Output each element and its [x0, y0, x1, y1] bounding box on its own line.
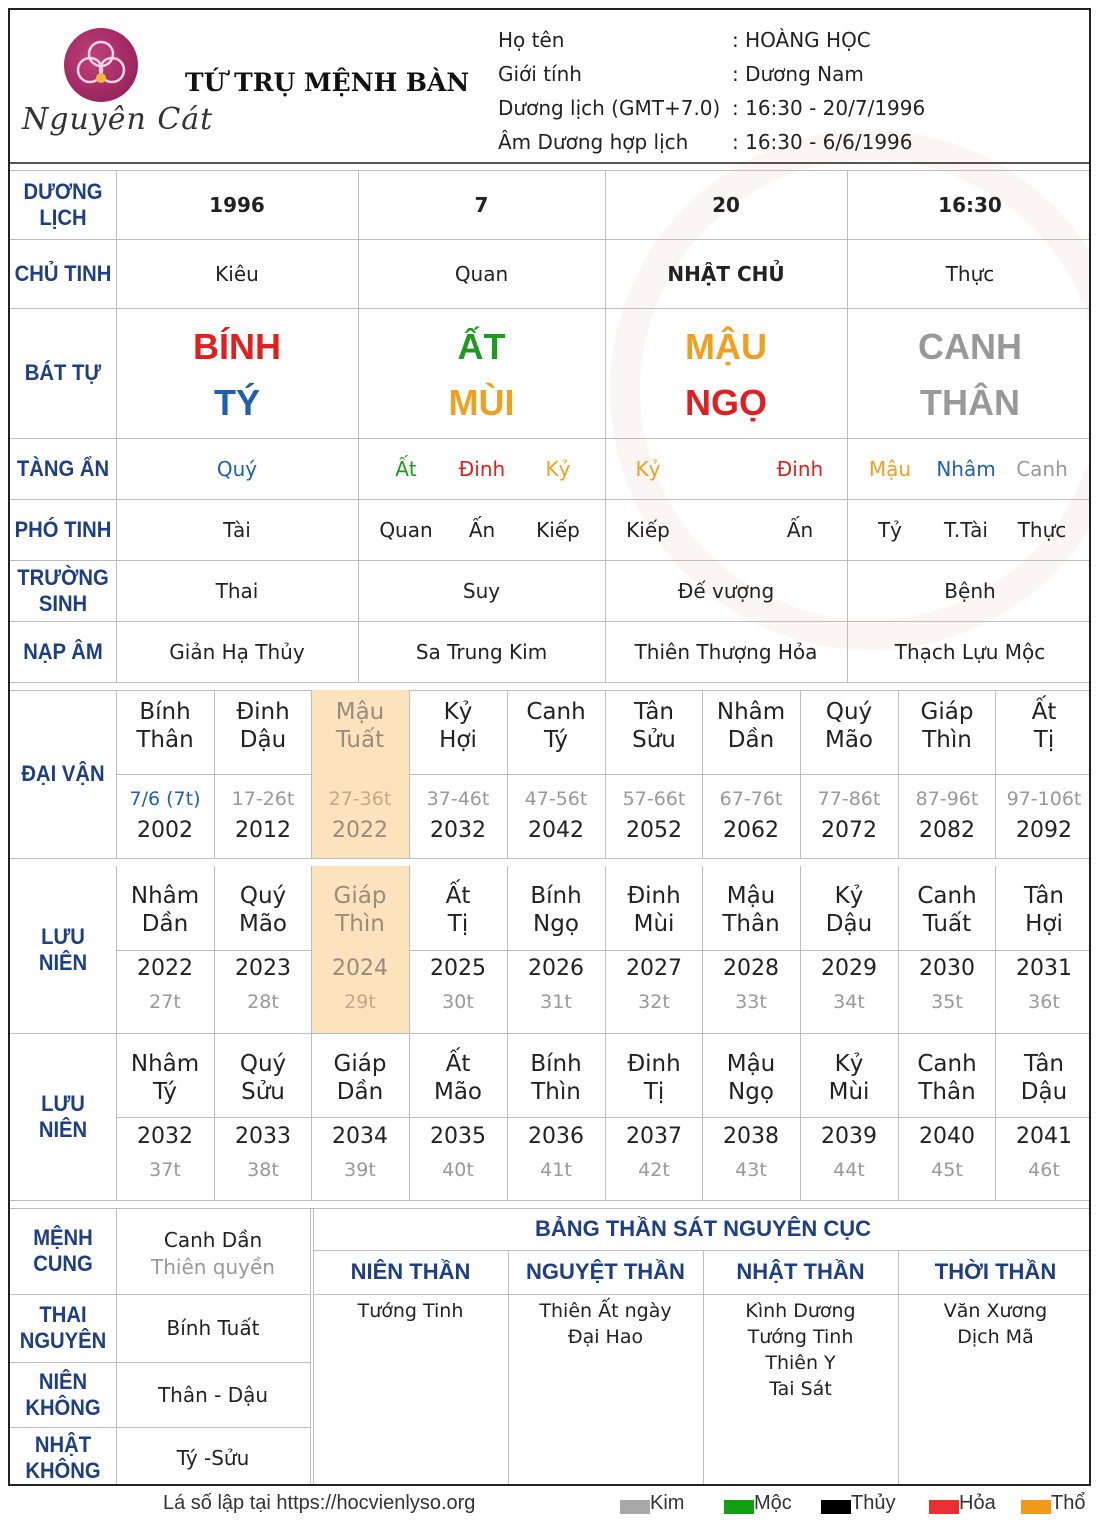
cycle-stem: Quý: [239, 883, 287, 909]
source-link[interactable]: Lá số lập tại https://hocvienlyso.org: [163, 1492, 476, 1514]
cycle-stem: Mậu: [335, 699, 385, 725]
info-value-name: : HOÀNG HỌC: [732, 28, 871, 52]
cycle-age: 42t: [638, 1159, 670, 1181]
legend-label-moc: Mộc: [754, 1492, 792, 1514]
pho-tinh-month-3: Kiếp: [536, 517, 580, 542]
cycle-year: 2028: [723, 955, 779, 981]
than-sat-head-thoi: THỜI THẦN: [934, 1259, 1057, 1284]
cycle-branch: Thân: [136, 727, 194, 753]
cycle-year: 2023: [235, 955, 291, 981]
chi-day: NGỌ: [684, 382, 767, 423]
tang-an-day-1: Kỷ: [635, 456, 661, 481]
than-sat-item: Thiên Ất ngày: [539, 1300, 672, 1322]
cycle-year: 2036: [528, 1123, 584, 1149]
label-pho-tinh: PHÓ TINH: [14, 516, 112, 542]
nien-khong-value: Thân - Dậu: [157, 1382, 269, 1407]
cycle-age: 31t: [540, 991, 572, 1013]
cycle-stem: Kỷ: [834, 883, 864, 909]
than-sat-list-nien: [313, 1298, 508, 1324]
cycle-stem: Kỷ: [443, 699, 473, 725]
cycle-year: 2033: [235, 1123, 291, 1149]
cycle-stem: Nhâm: [130, 883, 200, 909]
grid-line: [10, 690, 1091, 691]
cycle-stem: Nhâm: [130, 1051, 200, 1077]
cycle-stem: Tân: [1023, 883, 1065, 909]
grid-line: [116, 1117, 1091, 1118]
cycle-year: 2035: [430, 1123, 486, 1149]
than-sat-item: Tướng Tinh: [747, 1326, 854, 1348]
cycle-branch: Thìn: [922, 727, 972, 753]
than-sat-head-nien: NIÊN THẦN: [350, 1259, 471, 1284]
than-sat-item: Thiên Y: [765, 1352, 836, 1374]
cycle-age: 41t: [540, 1159, 572, 1181]
label-duong-lich: DƯƠNG LỊCH: [23, 178, 103, 230]
solar-month: 7: [474, 192, 489, 217]
cycle-year: 2038: [723, 1123, 779, 1149]
cycle-branch: Mùi: [633, 911, 675, 937]
pho-tinh-hour-2: T.Tài: [944, 517, 988, 542]
label-nien-khong: NIÊN KHÔNG: [25, 1368, 101, 1420]
cycle-stem: Tân: [633, 699, 675, 725]
chart-sheet: [8, 8, 1091, 1486]
cycle-year: 2092: [1016, 817, 1072, 843]
cycle-year: 2022: [137, 955, 193, 981]
cycle-stem: Mậu: [726, 1051, 776, 1077]
grid-line: [10, 1033, 1091, 1034]
cycle-branch: Ngọ: [533, 911, 579, 937]
tang-an-day-2: Đinh: [776, 456, 824, 481]
pho-tinh-hour-1: Tỷ: [877, 517, 903, 542]
chu-tinh-hour: Thực: [945, 261, 995, 286]
nhat-khong-value: Tý -Sửu: [176, 1445, 250, 1470]
cycle-stem: Bính: [530, 883, 582, 909]
cycle-age: 28t: [247, 991, 279, 1013]
cycle-stem: Canh: [917, 1051, 977, 1077]
tang-an-year: Quý: [216, 456, 258, 481]
cycle-stem: Đinh: [627, 883, 681, 909]
cycle-age: 33t: [735, 991, 767, 1013]
cycle-age: 29t: [344, 991, 376, 1013]
cycle-year: 2029: [821, 955, 877, 981]
nap-am-month: Sa Trung Kim: [415, 639, 548, 664]
than-sat-item: Tai Sát: [769, 1378, 832, 1400]
cycle-age: 44t: [833, 1159, 865, 1181]
than-sat-head-nhat: NHẬT THẦN: [736, 1259, 865, 1284]
cycle-year: 2025: [430, 955, 486, 981]
label-chu-tinh: CHỦ TINH: [14, 260, 112, 286]
chi-month: MÙI: [448, 382, 515, 423]
cycle-year: 2026: [528, 955, 584, 981]
cycle-stem: Bính: [139, 699, 191, 725]
than-sat-title: BẢNG THẦN SÁT NGUYÊN CỤC: [534, 1216, 872, 1241]
cycle-branch: Dần: [727, 727, 775, 753]
label-bat-tu: BÁT TỰ: [24, 360, 102, 385]
grid-line: [313, 1294, 1091, 1295]
nap-am-day: Thiên Thượng Hỏa: [634, 639, 818, 664]
cycle-branch: Dậu: [1020, 1079, 1068, 1105]
cycle-year: 2040: [919, 1123, 975, 1149]
pho-tinh-year: Tài: [223, 517, 251, 542]
cycle-age: 27-36t: [328, 788, 392, 810]
cycle-stem: Mậu: [726, 883, 776, 909]
chi-year: TÝ: [213, 382, 260, 423]
grid-line: [10, 308, 1091, 309]
cycle-year: 2031: [1016, 955, 1072, 981]
cycle-branch: Thân: [918, 1079, 976, 1105]
cycle-age: 36t: [1028, 991, 1060, 1013]
cycle-age: 30t: [442, 991, 474, 1013]
cycle-stem: Bính: [530, 1051, 582, 1077]
than-sat-list-nhat: [703, 1298, 898, 1402]
legend-label-hoa: Hỏa: [959, 1492, 996, 1514]
cycle-branch: Ngọ: [728, 1079, 774, 1105]
cycle-year: 2037: [626, 1123, 682, 1149]
cycle-age: 97-106t: [1006, 788, 1082, 810]
grid-line: [116, 950, 1091, 951]
cycle-branch: Dậu: [239, 727, 287, 753]
legend-label-thuy: Thủy: [851, 1492, 896, 1514]
menh-cung-sub: Thiên quyền: [151, 1255, 275, 1279]
grid-line: [310, 1208, 311, 1486]
cycle-year: 2012: [235, 817, 291, 843]
cycle-age: 34t: [833, 991, 865, 1013]
than-sat-item: Tướng Tinh: [357, 1300, 464, 1322]
cycle-branch: Tý: [543, 727, 569, 753]
truong-sinh-month: Suy: [462, 578, 501, 603]
label-luu-nien-2: LƯU NIÊN: [38, 1090, 88, 1142]
info-value-lunar: : 16:30 - 6/6/1996: [732, 130, 913, 154]
cycle-year: 2052: [626, 817, 682, 843]
cycle-stem: Ất: [445, 1051, 471, 1077]
than-sat-item: Văn Xương: [943, 1300, 1048, 1322]
grid-line: [116, 774, 1091, 775]
cycle-branch: Hợi: [1025, 911, 1063, 937]
cycle-age: 17-26t: [231, 788, 295, 810]
cycle-age: 7/6 (7t): [129, 788, 201, 810]
tang-an-month-1: Ất: [395, 456, 417, 481]
legend-swatch-hoa: [929, 1500, 959, 1514]
legend-swatch-thuy: [821, 1500, 851, 1514]
than-sat-item: Đại Hao: [567, 1326, 644, 1348]
cycle-year: 2072: [821, 817, 877, 843]
cycle-stem: Ất: [1031, 699, 1057, 725]
cycle-stem: Đinh: [627, 1051, 681, 1077]
cycle-age: 38t: [247, 1159, 279, 1181]
menh-cung-value: Canh Dần: [163, 1228, 263, 1252]
cycle-branch: Sửu: [241, 1079, 285, 1105]
cycle-age: 35t: [931, 991, 963, 1013]
legend-swatch-tho: [1021, 1500, 1051, 1514]
chi-hour: THÂN: [920, 382, 1020, 423]
grid-line: [10, 858, 1091, 859]
legend-swatch-kim: [620, 1500, 650, 1514]
cycle-age: 87-96t: [915, 788, 979, 810]
cycle-branch: Thìn: [335, 911, 385, 937]
cycle-year: 2022: [332, 817, 388, 843]
can-year: BÍNH: [193, 326, 281, 367]
cycle-branch: Sửu: [632, 727, 676, 753]
label-truong-sinh: TRƯỜNG SINH: [17, 564, 109, 616]
can-day: MẬU: [685, 326, 767, 367]
cycle-branch: Tý: [152, 1079, 178, 1105]
legend-swatch-moc: [724, 1500, 754, 1514]
brand-name: Nguyên Cát: [22, 102, 214, 137]
cycle-branch: Tị: [643, 1079, 665, 1105]
cycle-year: 2039: [821, 1123, 877, 1149]
tang-an-month-2: Đinh: [458, 456, 506, 481]
cycle-stem: Giáp: [920, 699, 974, 725]
chu-tinh-month: Quan: [454, 261, 509, 286]
cycle-age: 67-76t: [719, 788, 783, 810]
page-title: TỨ TRỤ MỆNH BÀN: [185, 68, 470, 97]
truong-sinh-hour: Bệnh: [944, 578, 996, 603]
cycle-branch: Thìn: [531, 1079, 581, 1105]
cycle-branch: Tị: [1033, 727, 1055, 753]
than-sat-head-nguyet: NGUYỆT THẦN: [526, 1259, 685, 1284]
cycle-stem: Quý: [239, 1051, 287, 1077]
brand-logo-icon: [64, 28, 138, 102]
than-sat-list-nguyet: [508, 1298, 703, 1350]
solar-year: 1996: [209, 192, 265, 217]
grid-line: [10, 1200, 1091, 1201]
tang-an-hour-2: Nhâm: [936, 456, 996, 481]
cycle-year: 2082: [919, 817, 975, 843]
grid-line: [10, 682, 1091, 683]
cycle-branch: Tị: [447, 911, 469, 937]
cycle-age: 46t: [1028, 1159, 1060, 1181]
cycle-branch: Mão: [824, 727, 873, 753]
than-sat-item: Kình Dương: [745, 1300, 856, 1322]
legend-label-kim: Kim: [650, 1492, 685, 1514]
cycle-stem: Ất: [445, 883, 471, 909]
label-tang-an: TÀNG ẨN: [16, 455, 110, 481]
can-hour: CANH: [918, 326, 1022, 367]
label-nhat-khong: NHẬT KHÔNG: [25, 1431, 101, 1483]
cycle-branch: Tuất: [335, 727, 385, 753]
cycle-branch: Dậu: [825, 911, 873, 937]
chu-tinh-year: Kiêu: [215, 261, 259, 286]
chu-tinh-day: NHẬT CHỦ: [667, 261, 785, 286]
info-label-solar: Dương lịch (GMT+7.0): [498, 96, 721, 120]
info-label-lunar: Âm Dương hợp lịch: [498, 130, 689, 154]
truong-sinh-year: Thai: [215, 578, 259, 603]
cycle-age: 40t: [442, 1159, 474, 1181]
info-value-solar: : 16:30 - 20/7/1996: [732, 96, 926, 120]
label-luu-nien-1: LƯU NIÊN: [38, 923, 88, 975]
cycle-age: 27t: [149, 991, 181, 1013]
cycle-stem: Canh: [917, 883, 977, 909]
label-menh-cung: MỆNH CUNG: [33, 1225, 93, 1276]
label-nap-am: NẠP ÂM: [23, 638, 103, 664]
pho-tinh-day-2: Ấn: [786, 517, 814, 542]
cycle-year: 2024: [332, 955, 388, 981]
cycle-year: 2062: [723, 817, 779, 843]
pho-tinh-month-2: Ấn: [468, 517, 496, 542]
cycle-stem: Canh: [526, 699, 586, 725]
cycle-age: 77-86t: [817, 788, 881, 810]
cycle-year: 2030: [919, 955, 975, 981]
cycle-branch: Dần: [336, 1079, 384, 1105]
info-label-name: Họ tên: [498, 28, 565, 52]
label-dai-van: ĐẠI VẬN: [21, 761, 105, 786]
cycle-year: 2034: [332, 1123, 388, 1149]
than-sat-item: Dịch Mã: [957, 1326, 1034, 1348]
cycle-branch: Mùi: [828, 1079, 870, 1105]
cycle-branch: Hợi: [439, 727, 477, 753]
info-label-gender: Giới tính: [498, 62, 582, 86]
cycle-branch: Mão: [433, 1079, 482, 1105]
cycle-age: 32t: [638, 991, 670, 1013]
pho-tinh-day-1: Kiếp: [626, 517, 670, 542]
cycle-age: 47-56t: [524, 788, 588, 810]
tang-an-hour-3: Canh: [1016, 456, 1068, 481]
cycle-branch: Thân: [722, 911, 780, 937]
cycle-age: 39t: [344, 1159, 376, 1181]
cycle-stem: Nhâm: [716, 699, 786, 725]
than-sat-list-thoi: [898, 1298, 1091, 1350]
pho-tinh-hour-3: Thực: [1017, 517, 1067, 542]
cycle-stem: Giáp: [333, 883, 387, 909]
tang-an-hour-1: Mậu: [868, 456, 912, 481]
solar-hour: 16:30: [938, 192, 1002, 217]
label-thai-nguyen: THAI NGUYÊN: [19, 1302, 107, 1353]
cycle-year: 2032: [430, 817, 486, 843]
cycle-stem: Đinh: [236, 699, 290, 725]
cycle-branch: Tuất: [922, 911, 972, 937]
cycle-age: 57-66t: [622, 788, 686, 810]
cycle-stem: Kỷ: [834, 1051, 864, 1077]
nap-am-hour: Thạch Lựu Mộc: [894, 639, 1046, 664]
cycle-year: 2002: [137, 817, 193, 843]
cycle-year: 2041: [1016, 1123, 1072, 1149]
cycle-year: 2027: [626, 955, 682, 981]
cycle-age: 37t: [149, 1159, 181, 1181]
cycle-year: 2042: [528, 817, 584, 843]
cycle-stem: Tân: [1023, 1051, 1065, 1077]
can-month: ẤT: [457, 326, 506, 367]
thai-nguyen-value: Bính Tuất: [166, 1316, 260, 1340]
cycle-stem: Quý: [825, 699, 873, 725]
cycle-age: 43t: [735, 1159, 767, 1181]
cycle-branch: Mão: [238, 911, 287, 937]
info-value-gender: : Dương Nam: [732, 62, 864, 86]
solar-day: 20: [712, 192, 740, 217]
pho-tinh-month-1: Quan: [379, 517, 433, 542]
truong-sinh-day: Đế vượng: [677, 578, 775, 603]
nap-am-year: Giản Hạ Thủy: [169, 639, 305, 664]
cycle-stem: Giáp: [333, 1051, 387, 1077]
header-divider: [10, 162, 1091, 164]
cycle-year: 2032: [137, 1123, 193, 1149]
cycle-branch: Dần: [141, 911, 189, 937]
cycle-age: 37-46t: [426, 788, 490, 810]
legend-label-tho: Thổ: [1051, 1492, 1086, 1514]
cycle-age: 45t: [931, 1159, 963, 1181]
tang-an-month-3: Kỷ: [545, 456, 571, 481]
